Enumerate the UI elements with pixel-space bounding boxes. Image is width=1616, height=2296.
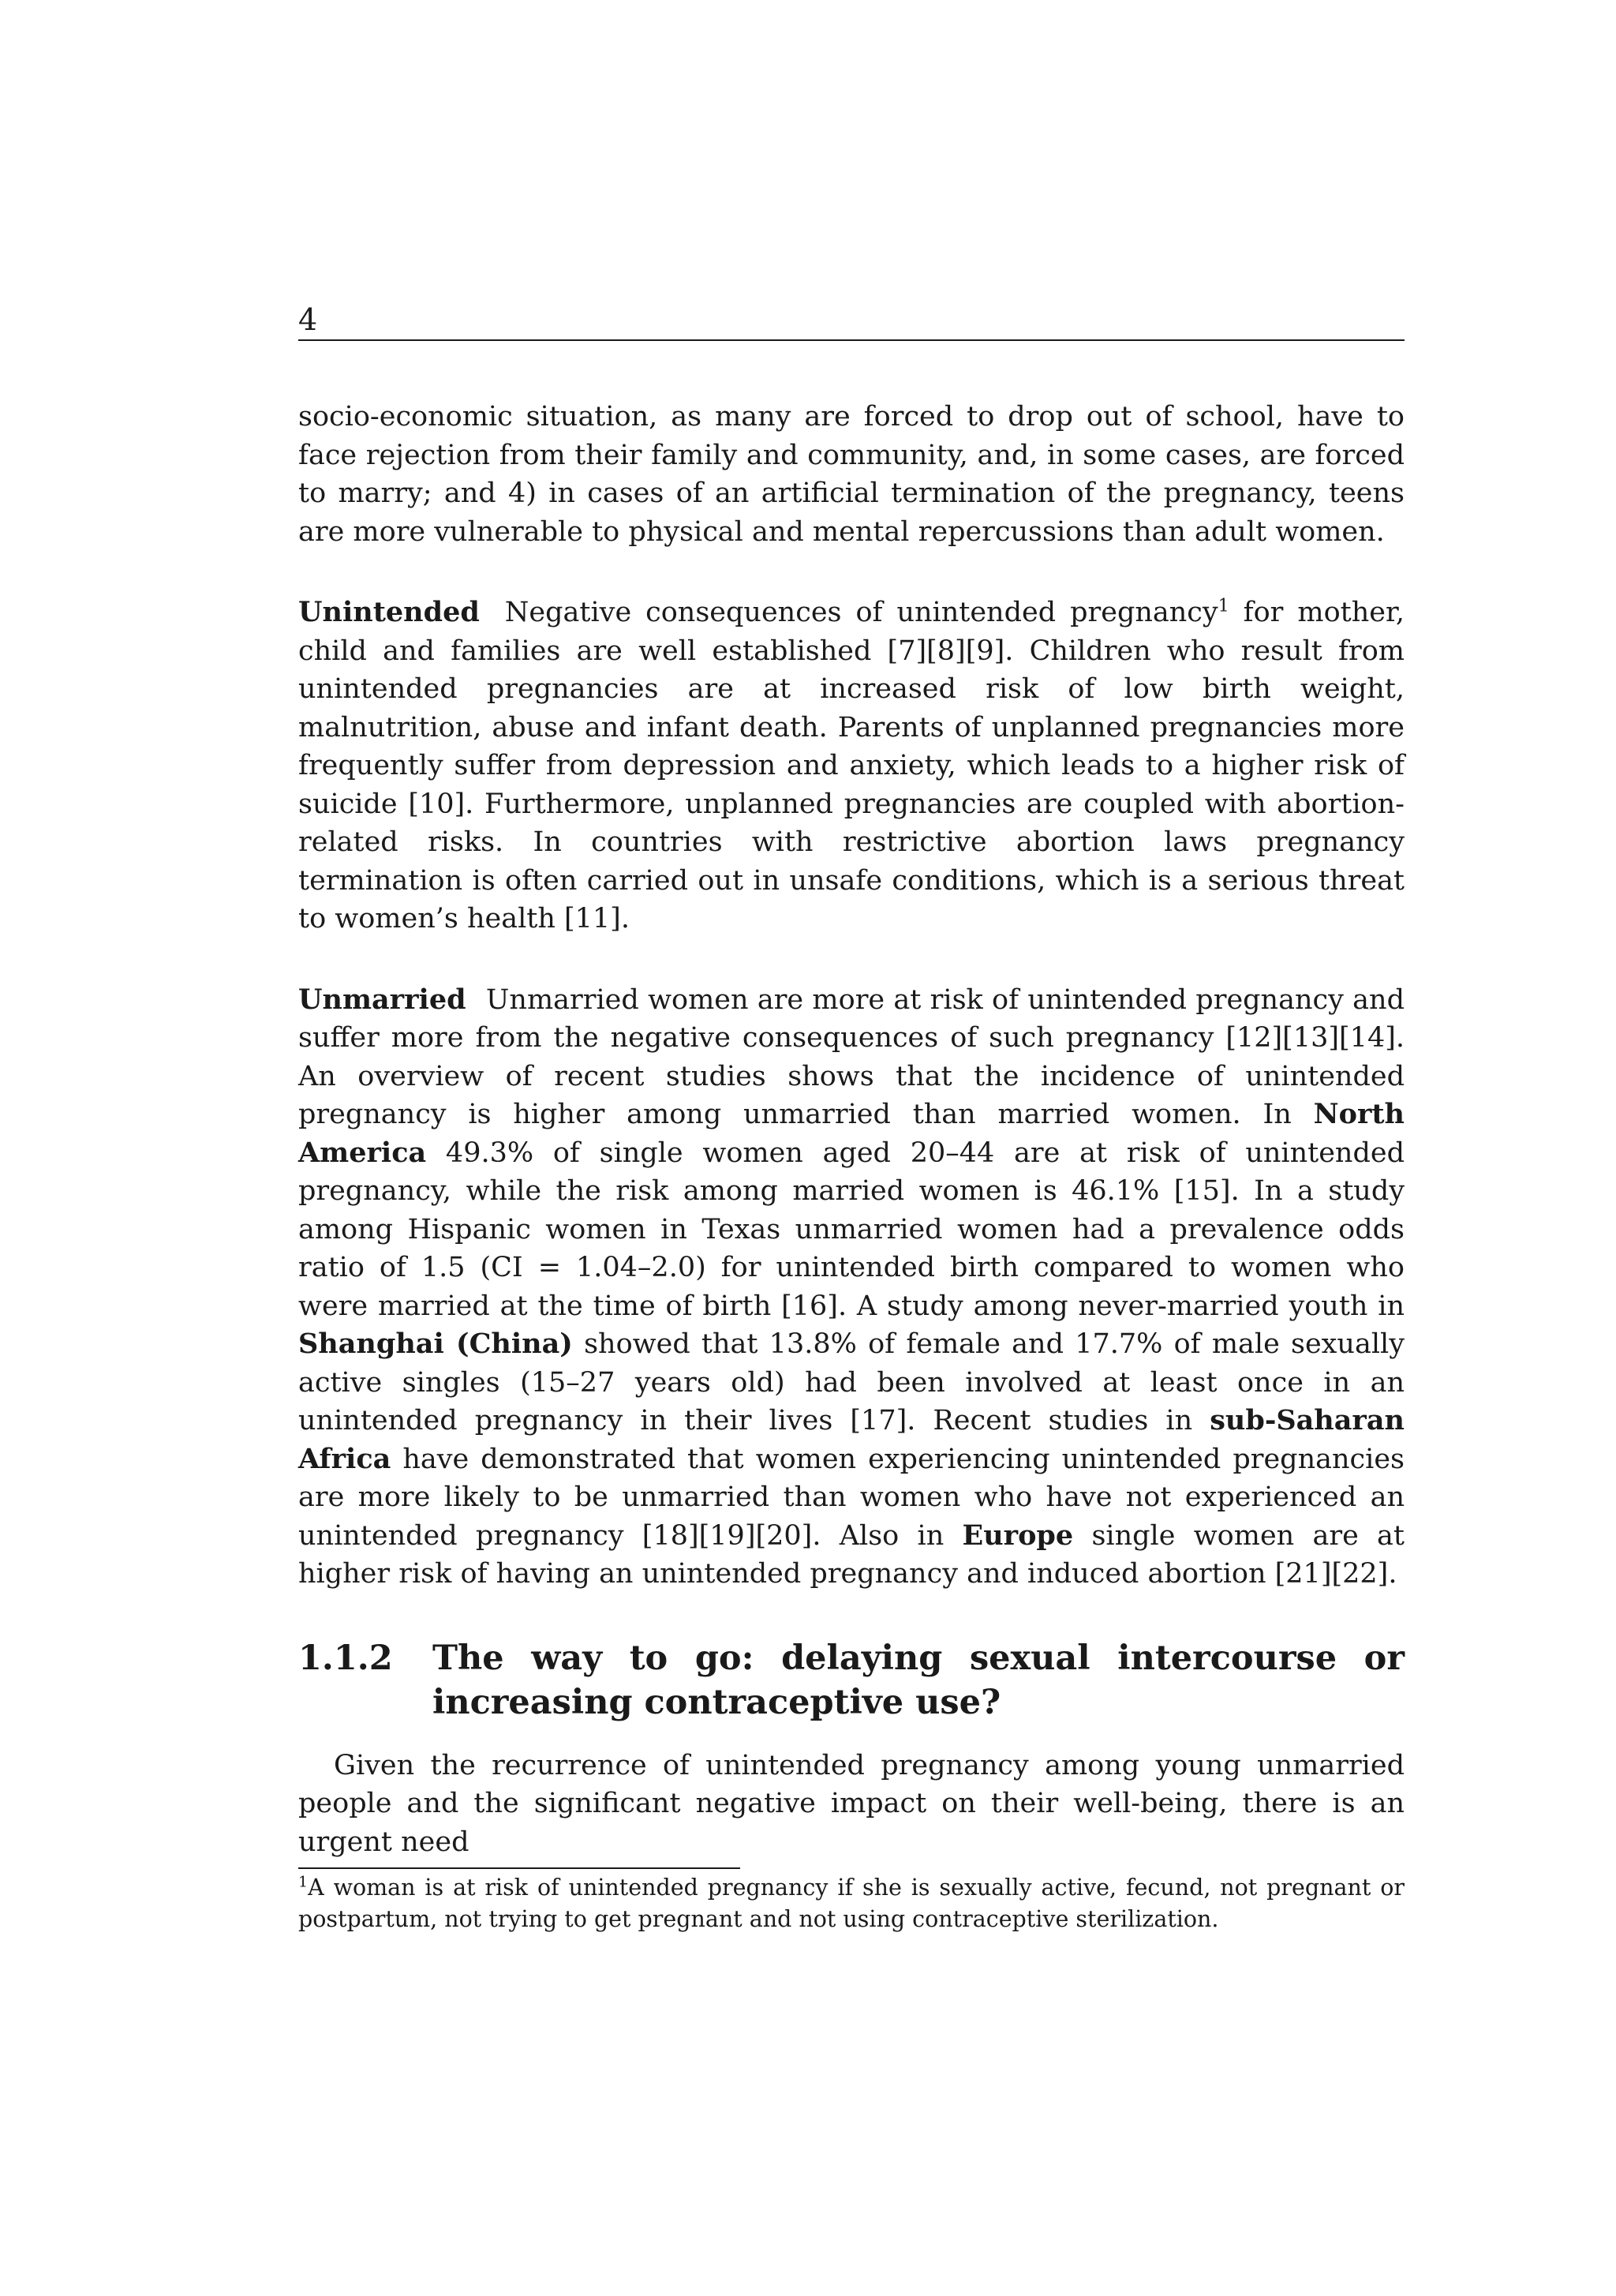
- section-paragraph: Given the recurrence of unintended pregnancy among young unmarried people and the significant negative impact on their well-being, there is an urgent need: [298, 1749, 1405, 1858]
- unmarried-heading: Unmarried: [298, 983, 466, 1016]
- body-text: [298, 398, 1405, 1935]
- footnote: [298, 1872, 1405, 1935]
- footnote-reference: 1: [1218, 596, 1229, 616]
- intro-paragraph: socio-economic situation, as many are forced to drop out of school, have to face rejection from their family and community, and, in some cases, are forced to marry; and 4) in cases of an artificial termination of the pregnancy, teens are more vulnerable to physical and mental repercussions than adult women.: [298, 401, 1405, 548]
- page-number: 4: [298, 302, 318, 337]
- unintended-text-2: for mother, child and families are well established [7][8][9]. Children who result from unintended pregnancies are at increased risk of low birth weight, malnutrition, abuse and infant death. Parents of unplanned pregnancies more frequently suffer from depression and anxiety, which leads to a higher risk of suicide [10]. Furthermore, unplanned pregnancies are coupled with abortion-related risks. In countries with restrictive abortion laws pregnancy termination is often carried out in unsafe conditions, which is a serious threat to women’s health [11].: [298, 597, 1405, 935]
- unmarried-text-1: Unmarried women are more at risk of unintended pregnancy and suffer more from the negative consequences of such pregnancy [12][13][14]. An overview of recent studies shows that the incidence of unintended pregnancy is higher among unmarried than married women. In: [298, 983, 1405, 1130]
- running-header: [298, 300, 1405, 341]
- section-title: The way to go: delaying sexual intercourse or increasing contraceptive use?: [432, 1638, 1405, 1722]
- unmarried-text-5: single women are at higher risk of having an unintended pregnancy and induced abortion [21][22].: [298, 1519, 1405, 1590]
- section-number: 1.1.2: [298, 1638, 393, 1678]
- footnote-rule: [298, 1867, 740, 1869]
- footnote-marker: 1: [298, 1873, 309, 1891]
- region-sub-saharan-africa: sub-Saharan Africa: [298, 1404, 1405, 1475]
- unmarried-text-3: showed that 13.8% of female and 17.7% of male sexually active singles (15–27 years old) had been involved at least once in an unintended pregnancy in their lives [17]. Recent studies in: [298, 1328, 1405, 1436]
- unintended-text-1: Negative consequences of unintended pregnancy: [504, 597, 1218, 628]
- section-heading: [298, 1636, 1405, 1725]
- region-north-america: North America: [298, 1098, 1405, 1169]
- unintended-paragraph: [298, 594, 1405, 938]
- unmarried-text-4: have demonstrated that women experiencing unintended pregnancies are more likely to be unmarried than women who have not experienced an unintended pregnancy [18][19][20]. Also in: [298, 1443, 1405, 1552]
- unmarried-text-2: 49.3% of single women aged 20–44 are at risk of unintended pregnancy, while the risk among married women is 46.1% [15]. In a study among Hispanic women in Texas unmarried women had a prevalence odds ratio of 1.5 (CI = 1.04–2.0) for unintended birth compared to women who were married at the time of birth [16]. A study among never-married youth in: [298, 1137, 1405, 1322]
- page: [298, 300, 1405, 1935]
- footnote-text: A woman is at risk of unintended pregnancy if she is sexually active, fecund, not pregnant or postpartum, not trying to get pregnant and not using contraceptive sterilization.: [298, 1875, 1405, 1932]
- unmarried-paragraph: [298, 981, 1405, 1594]
- region-europe: Europe: [962, 1519, 1074, 1552]
- unintended-heading: Unintended: [298, 596, 480, 628]
- region-shanghai: Shanghai (China): [298, 1328, 573, 1360]
